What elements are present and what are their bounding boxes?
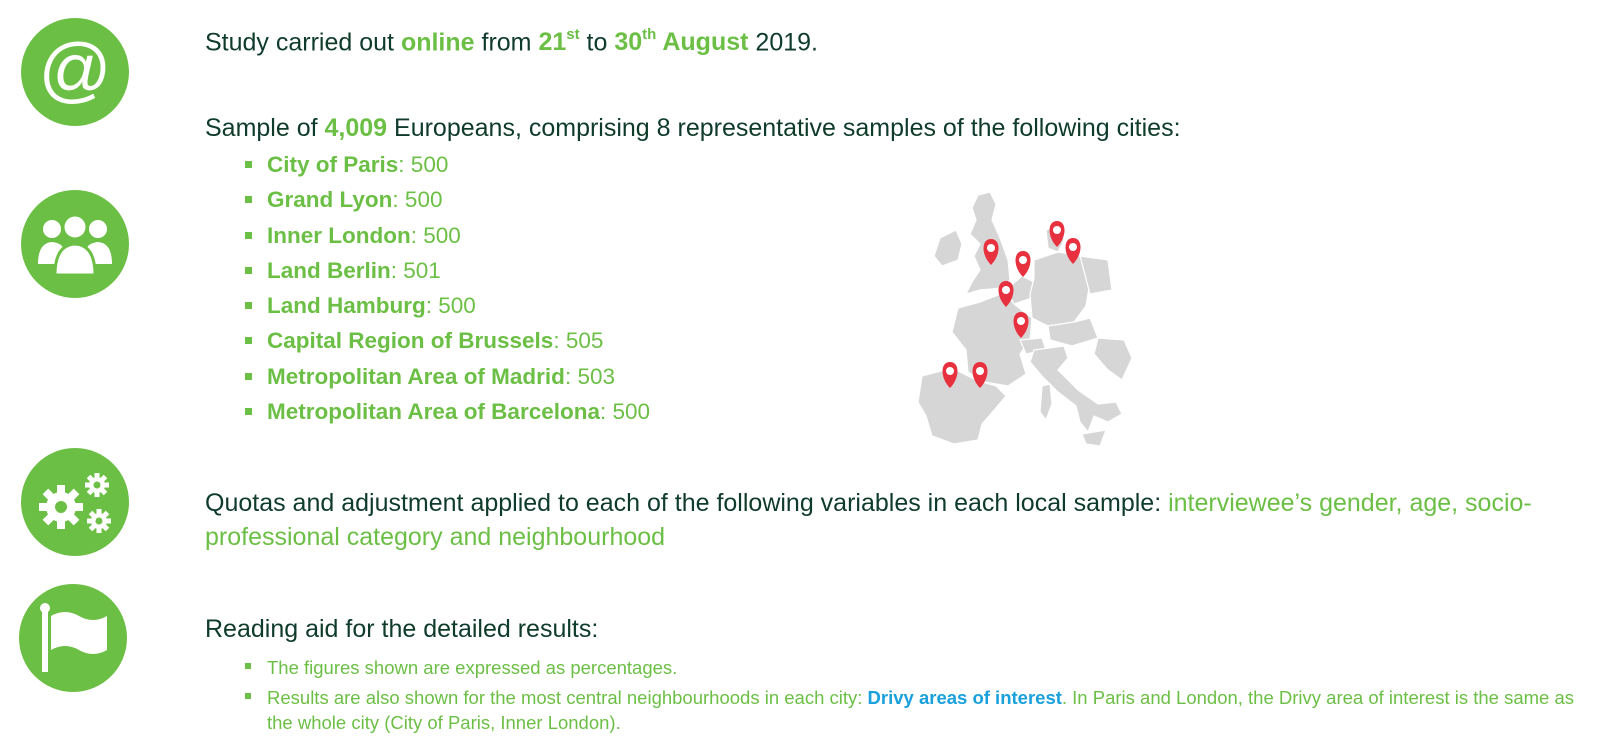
city-sample-list (267, 152, 650, 434)
list-item: Capital Region of Brussels: 505 (267, 328, 650, 363)
svg-text:@: @ (38, 32, 112, 110)
at-icon (21, 18, 129, 126)
list-item: Metropolitan Area of Barcelona: 500 (267, 399, 650, 434)
study-period-text: Study carried out online from 21st to 30th August 2019. (205, 26, 818, 57)
list-item: Grand Lyon: 500 (267, 187, 650, 222)
online-highlight: online (400, 28, 475, 57)
reading-aid-title: Reading aid for the detailed results: (205, 615, 599, 643)
gears-icon (21, 448, 129, 556)
list-item: The figures shown are expressed as percentages. (267, 655, 1597, 680)
group-icon (21, 190, 129, 298)
list-item: Results are also shown for the most central neighbourhoods in each city: Drivy areas of interest. In Paris and London, the Drivy area of interest is the same as the whole city (City of Paris, Inner London). (267, 685, 1597, 735)
list-item: Land Hamburg: 500 (267, 293, 650, 328)
start-date: 21st (538, 26, 580, 57)
end-date: 30th August (614, 26, 749, 57)
list-item: Land Berlin: 501 (267, 258, 650, 293)
list-item: Inner London: 500 (267, 223, 650, 258)
europe-map (918, 190, 1158, 450)
sample-total: 4,009 (324, 114, 388, 142)
quotas-text: Quotas and adjustment applied to each of the following variables in each local sample: interviewee’s gender, age, socio-professional category and neighbourhood (205, 489, 1532, 551)
flag-icon (19, 584, 127, 692)
sample-intro-text: Sample of 4,009 Europeans, comprising 8 representative samples of the following cities: (205, 114, 1181, 142)
reading-aid-list (267, 655, 1597, 740)
list-item: City of Paris: 500 (267, 152, 650, 187)
drivy-areas-link[interactable]: Drivy areas of interest (867, 687, 1062, 708)
quota-variables: interviewee’s gender, age, socio-professional category and neighbourhood (205, 489, 1532, 551)
list-item: Metropolitan Area of Madrid: 503 (267, 364, 650, 399)
